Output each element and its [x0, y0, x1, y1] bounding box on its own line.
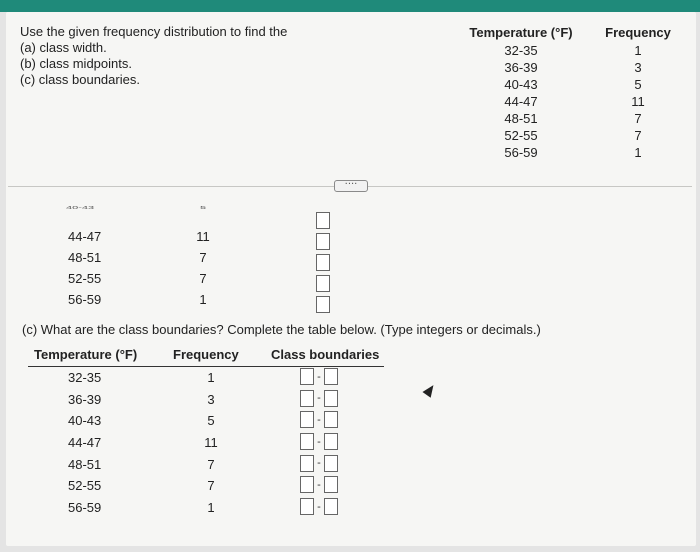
upper-boundary-input[interactable] [324, 498, 338, 515]
temp-cell: 40-43 [68, 413, 102, 429]
boundary-inputs [300, 368, 338, 385]
midpoint-input[interactable] [316, 275, 330, 292]
table-row [28, 497, 384, 519]
frequency-header: Frequency [173, 347, 239, 362]
temp-cell: 36-39 [68, 391, 102, 407]
table-row [28, 475, 384, 497]
lower-boundary-input[interactable] [300, 476, 314, 493]
table-row [28, 410, 384, 432]
lower-boundary-input[interactable] [300, 455, 314, 472]
question-line: (a) class width. [20, 40, 107, 55]
boundary-separator: - [317, 435, 321, 448]
ref-freq-cell: 11 [631, 94, 645, 109]
boundary-separator: - [317, 413, 321, 426]
boundary-inputs [300, 455, 338, 472]
table-row [28, 389, 384, 411]
ref-freq-cell: 7 [634, 111, 642, 126]
freq-cell: 3 [207, 391, 215, 407]
temp-cell: 56-59 [68, 292, 102, 307]
freq-cell: 7 [207, 456, 215, 472]
ref-freq-cell: 5 [634, 77, 642, 92]
freq-cell: 1 [207, 370, 215, 385]
table-row [28, 367, 384, 389]
lower-boundary-input[interactable] [300, 411, 314, 428]
temperature-header: Temperature (°F) [34, 347, 138, 362]
table-row [28, 454, 384, 476]
expand-more-button[interactable]: ···· [334, 180, 368, 192]
top-banner [0, 0, 700, 12]
freq-cell: 7 [199, 271, 207, 286]
part-c-prompt: (c) What are the class boundaries? Complete the table below. (Type integers or decimals.) [22, 322, 541, 337]
ref-temperature-header: Temperature (°F) [469, 25, 573, 40]
question-text [20, 24, 287, 88]
lower-boundary-input[interactable] [300, 368, 314, 385]
midpoint-input[interactable] [316, 254, 330, 271]
midpoint-input[interactable] [316, 212, 330, 229]
ref-temp-cell: 56-59 [504, 145, 538, 160]
boundary-inputs [300, 433, 338, 450]
temp-cell: 44-47 [68, 229, 102, 244]
temp-cell: 48-51 [68, 250, 102, 265]
ref-freq-cell: 3 [634, 60, 642, 75]
ref-temp-cell: 32-35 [504, 43, 538, 58]
question-line: Use the given frequency distribution to find the [20, 24, 288, 39]
temp-cell: 52-55 [68, 478, 102, 494]
temp-cell: 48-51 [68, 456, 102, 472]
question-line: (c) class boundaries. [20, 72, 140, 87]
ref-temp-cell: 48-51 [504, 111, 538, 126]
boundary-separator: - [317, 392, 321, 405]
midpoint-input[interactable] [316, 233, 330, 250]
ref-freq-cell: 1 [634, 43, 642, 58]
boundary-inputs [300, 498, 338, 515]
freq-cell: 11 [204, 435, 218, 451]
lower-boundary-input[interactable] [300, 433, 314, 450]
boundary-separator: - [317, 500, 321, 513]
temp-cell: 44-47 [68, 435, 102, 451]
upper-boundary-input[interactable] [324, 455, 338, 472]
ref-freq-cell: 1 [634, 145, 642, 160]
question-line: (b) class midpoints. [20, 56, 132, 71]
temp-cell: 52-55 [68, 271, 102, 286]
ref-temp-cell: 40-43 [504, 77, 538, 92]
temp-cell: 32-35 [68, 370, 102, 385]
ref-temp-cell: 36-39 [504, 60, 538, 75]
ref-temp-cell: 52-55 [504, 128, 538, 143]
boundary-inputs [300, 390, 338, 407]
freq-cell: 11 [196, 229, 210, 244]
partial-temp-cell: 40-43 [66, 205, 95, 211]
ref-frequency-header: Frequency [605, 25, 671, 40]
table-header [28, 345, 384, 367]
lower-boundary-input[interactable] [300, 390, 314, 407]
boundary-separator: - [317, 478, 321, 491]
ref-frequency-column [600, 24, 676, 161]
boundary-separator: - [317, 457, 321, 470]
lower-boundary-input[interactable] [300, 498, 314, 515]
class-boundaries-header: Class boundaries [271, 347, 380, 362]
ref-temp-cell: 44-47 [504, 94, 538, 109]
temp-cell: 56-59 [68, 500, 102, 516]
upper-boundary-input[interactable] [324, 411, 338, 428]
upper-boundary-input[interactable] [324, 433, 338, 450]
freq-cell: 1 [199, 292, 207, 307]
midpoint-inputs [316, 212, 330, 317]
boundary-inputs [300, 476, 338, 493]
ref-temperature-column [466, 24, 576, 161]
freq-cell: 5 [207, 413, 215, 429]
boundary-separator: - [317, 370, 321, 383]
freq-cell: 7 [207, 478, 215, 494]
upper-boundary-input[interactable] [324, 476, 338, 493]
midpoint-input[interactable] [316, 296, 330, 313]
partial-freq-cell: 5 [200, 205, 207, 211]
table-row [28, 432, 384, 454]
boundaries-table [28, 345, 384, 519]
freq-cell: 1 [207, 500, 215, 516]
boundary-inputs [300, 411, 338, 428]
upper-boundary-input[interactable] [324, 390, 338, 407]
upper-boundary-input[interactable] [324, 368, 338, 385]
ref-freq-cell: 7 [634, 128, 642, 143]
freq-cell: 7 [199, 250, 207, 265]
